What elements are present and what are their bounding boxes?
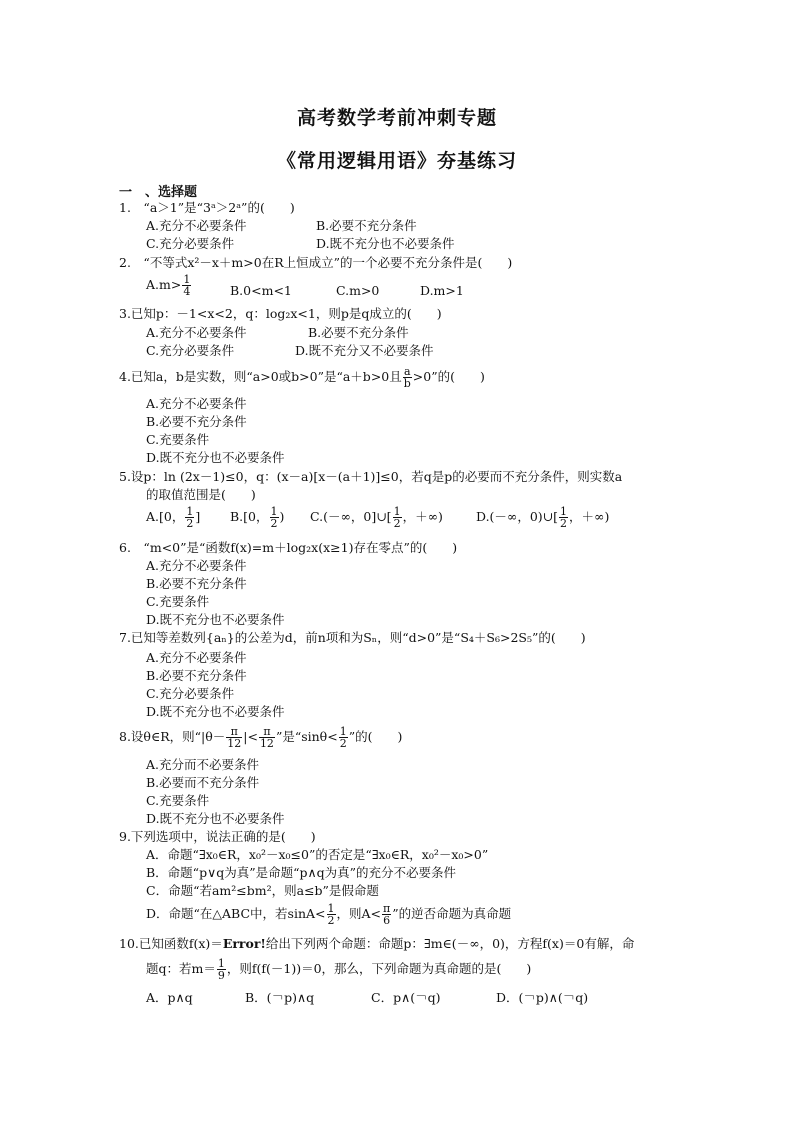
question-6-option-a: A.充分不必要条件 — [146, 558, 247, 573]
question-10-option-c: C．p∧(￢q) — [371, 990, 441, 1005]
q8-stem-part: ”的( ) — [348, 729, 403, 744]
question-8-option-b: B.必要而不充分条件 — [146, 775, 260, 790]
question-7-stem: 7.已知等差数列{aₙ}的公差为d，前n项和为Sₙ，则“d>0”是“S₄＋S₆>2S₅”的( ) — [119, 630, 586, 645]
numerator: 1 — [186, 505, 194, 518]
question-6-option-d: D.既不充分也不必要条件 — [146, 612, 285, 627]
fraction — [382, 903, 391, 926]
question-5-option-a — [146, 506, 200, 529]
question-7-option-d: D.既不充分也不必要条件 — [146, 704, 285, 719]
numerator: 1 — [393, 505, 401, 518]
question-6-option-b: B.必要不充分条件 — [146, 576, 247, 591]
question-2-option-a — [146, 274, 192, 297]
question-5-option-c — [310, 506, 443, 529]
q5-c-suffix: ，＋∞) — [402, 509, 443, 524]
question-6-option-c: C.充要条件 — [146, 594, 210, 609]
question-1-option-a: A.充分不必要条件 — [146, 218, 247, 233]
question-5-option-b — [230, 506, 284, 529]
question-10-option-d: D．(￢p)∧(￢q) — [496, 990, 589, 1005]
numerator: π — [383, 902, 391, 915]
denominator: 12 — [259, 737, 274, 750]
question-2-option-d: D.m>1 — [420, 283, 464, 298]
fraction — [185, 506, 194, 529]
fraction — [327, 903, 336, 926]
numerator: 1 — [327, 902, 335, 915]
q8-stem-part: |< — [243, 729, 258, 744]
denominator: 2 — [393, 517, 401, 530]
question-1-stem: 1. “a＞1”是“3ᵃ＞2ᵃ”的( ) — [119, 200, 295, 215]
question-7-option-a: A.充分不必要条件 — [146, 650, 247, 665]
fraction — [217, 958, 226, 981]
question-5-stem-line2: 的取值范围是( ) — [146, 487, 256, 502]
denominator: 2 — [560, 517, 568, 530]
q5-d-prefix: D.(－∞，0)∪[ — [476, 509, 559, 524]
q8-stem-part: ”是“sinθ< — [275, 729, 338, 744]
section-heading: 一 、选择题 — [119, 185, 198, 200]
question-4-stem — [119, 366, 485, 389]
numerator: 1 — [183, 273, 191, 286]
error-placeholder: Error! — [222, 936, 266, 951]
question-4-option-a: A.充分不必要条件 — [146, 396, 247, 411]
q10-stem-part: 给出下列两个命题：命题p：∃m∈(－∞，0)，方程f(x)＝0有解，命 — [265, 936, 635, 951]
question-2-stem: 2. “不等式x²－x＋m>0在R上恒成立”的一个必要不充分条件是( ) — [119, 255, 513, 270]
question-8-option-d: D.既不充分也不必要条件 — [146, 811, 285, 826]
question-1-option-b: B.必要不充分条件 — [316, 218, 417, 233]
question-9-option-c: C．命题“若am²≤bm²，则a≤b”是假命题 — [146, 883, 379, 898]
bracket: ) — [279, 509, 285, 524]
q2-a-prefix: A.m> — [146, 277, 182, 292]
denominator: 2 — [339, 737, 347, 750]
q10-stem-part: 10.已知函数f(x)＝ — [119, 936, 223, 951]
q9-d-middle: ，则A< — [336, 906, 382, 921]
question-7-option-c: C.充分必要条件 — [146, 686, 235, 701]
question-5-option-d — [476, 506, 609, 529]
numerator: 1 — [270, 505, 278, 518]
question-3-option-c: C.充分必要条件 — [146, 343, 235, 358]
question-9-option-a: A．命题“∃x₀∈R，x₀²－x₀≤0”的否定是“∃x₀∈R，x₀²－x₀>0” — [146, 847, 489, 862]
q4-stem-part: >0”的( ) — [412, 369, 485, 384]
denominator: 6 — [383, 914, 391, 927]
question-8-stem — [119, 726, 402, 749]
fraction — [259, 726, 275, 749]
numerator: π — [259, 726, 275, 738]
denominator: 4 — [183, 285, 191, 298]
q5-a-prefix: A.[0， — [146, 509, 185, 524]
question-1-option-d: D.既不充分也不必要条件 — [316, 236, 455, 251]
denominator: 2 — [327, 914, 335, 927]
question-8-option-c: C.充要条件 — [146, 793, 210, 808]
fraction — [226, 726, 242, 749]
question-10-stem-line2 — [146, 958, 531, 981]
question-1-option-c: C.充分必要条件 — [146, 236, 235, 251]
q5-b-prefix: B.[0， — [230, 509, 269, 524]
numerator: 1 — [217, 957, 225, 970]
denominator: 9 — [217, 969, 225, 982]
question-10-option-b: B．(￢p)∧q — [245, 990, 315, 1005]
denominator: b — [403, 377, 411, 390]
question-10-option-a: A．p∧q — [146, 990, 193, 1005]
denominator: 2 — [186, 517, 194, 530]
bracket: ] — [195, 509, 201, 524]
numerator: π — [226, 726, 242, 738]
question-10-stem — [119, 936, 634, 952]
fraction — [339, 726, 348, 749]
q5-d-suffix: ，＋∞) — [569, 509, 610, 524]
fraction — [403, 366, 412, 389]
denominator: 12 — [227, 737, 242, 750]
q4-stem-part: 4.已知a，b是实数，则“a>0或b>0”是“a＋b>0且 — [119, 369, 402, 384]
question-3-stem: 3.已知p：－1<x<2，q：log₂x<1，则p是q成立的( ) — [119, 306, 442, 321]
question-9-stem: 9.下列选项中，说法正确的是( ) — [119, 829, 316, 844]
q10-line2-part: ，则f(f(－1))＝0，那么，下列命题为真命题的是( ) — [226, 961, 532, 976]
fraction — [393, 506, 402, 529]
page-title: 高考数学考前冲刺专题 — [296, 107, 497, 129]
question-4-option-d: D.既不充分也不必要条件 — [146, 450, 285, 465]
numerator: a — [403, 365, 411, 378]
question-2-option-c: C.m>0 — [336, 283, 380, 298]
question-3-option-a: A.充分不必要条件 — [146, 325, 247, 340]
question-8-option-a: A.充分而不必要条件 — [146, 757, 260, 772]
fraction — [270, 506, 279, 529]
q5-c-prefix: C.(－∞，0]∪[ — [310, 509, 392, 524]
question-3-option-d: D.既不充分又不必要条件 — [295, 343, 434, 358]
question-4-option-b: B.必要不充分条件 — [146, 414, 247, 429]
q10-line2-part: 题q：若m＝ — [146, 961, 216, 976]
q9-d-suffix: ”的逆否命题为真命题 — [392, 906, 512, 921]
q8-stem-part: 8.设θ∈R，则“|θ－ — [119, 729, 226, 744]
fraction — [559, 506, 568, 529]
page-subtitle: 《常用逻辑用语》夯基练习 — [276, 150, 517, 172]
question-4-option-c: C.充要条件 — [146, 432, 210, 447]
question-9-option-b: B．命题“p∨q为真”是命题“p∧q为真”的充分不必要条件 — [146, 865, 457, 880]
question-6-stem: 6. “m<0”是“函数f(x)=m＋log₂x(x≥1)存在零点”的( ) — [119, 540, 458, 555]
question-9-option-d — [146, 903, 511, 926]
numerator: 1 — [560, 505, 568, 518]
numerator: 1 — [339, 725, 347, 738]
question-7-option-b: B.必要不充分条件 — [146, 668, 247, 683]
question-3-option-b: B.必要不充分条件 — [308, 325, 409, 340]
question-2-option-b: B.0<m<1 — [230, 283, 292, 298]
denominator: 2 — [270, 517, 278, 530]
fraction — [182, 274, 191, 297]
question-5-stem: 5.设p：ln (2x－1)≤0，q：(x－a)[x－(a＋1)]≤0，若q是p的必要而不充分条件，则实数a — [119, 469, 623, 484]
q9-d-prefix: D．命题“在△ABC中，若sinA< — [146, 906, 326, 921]
